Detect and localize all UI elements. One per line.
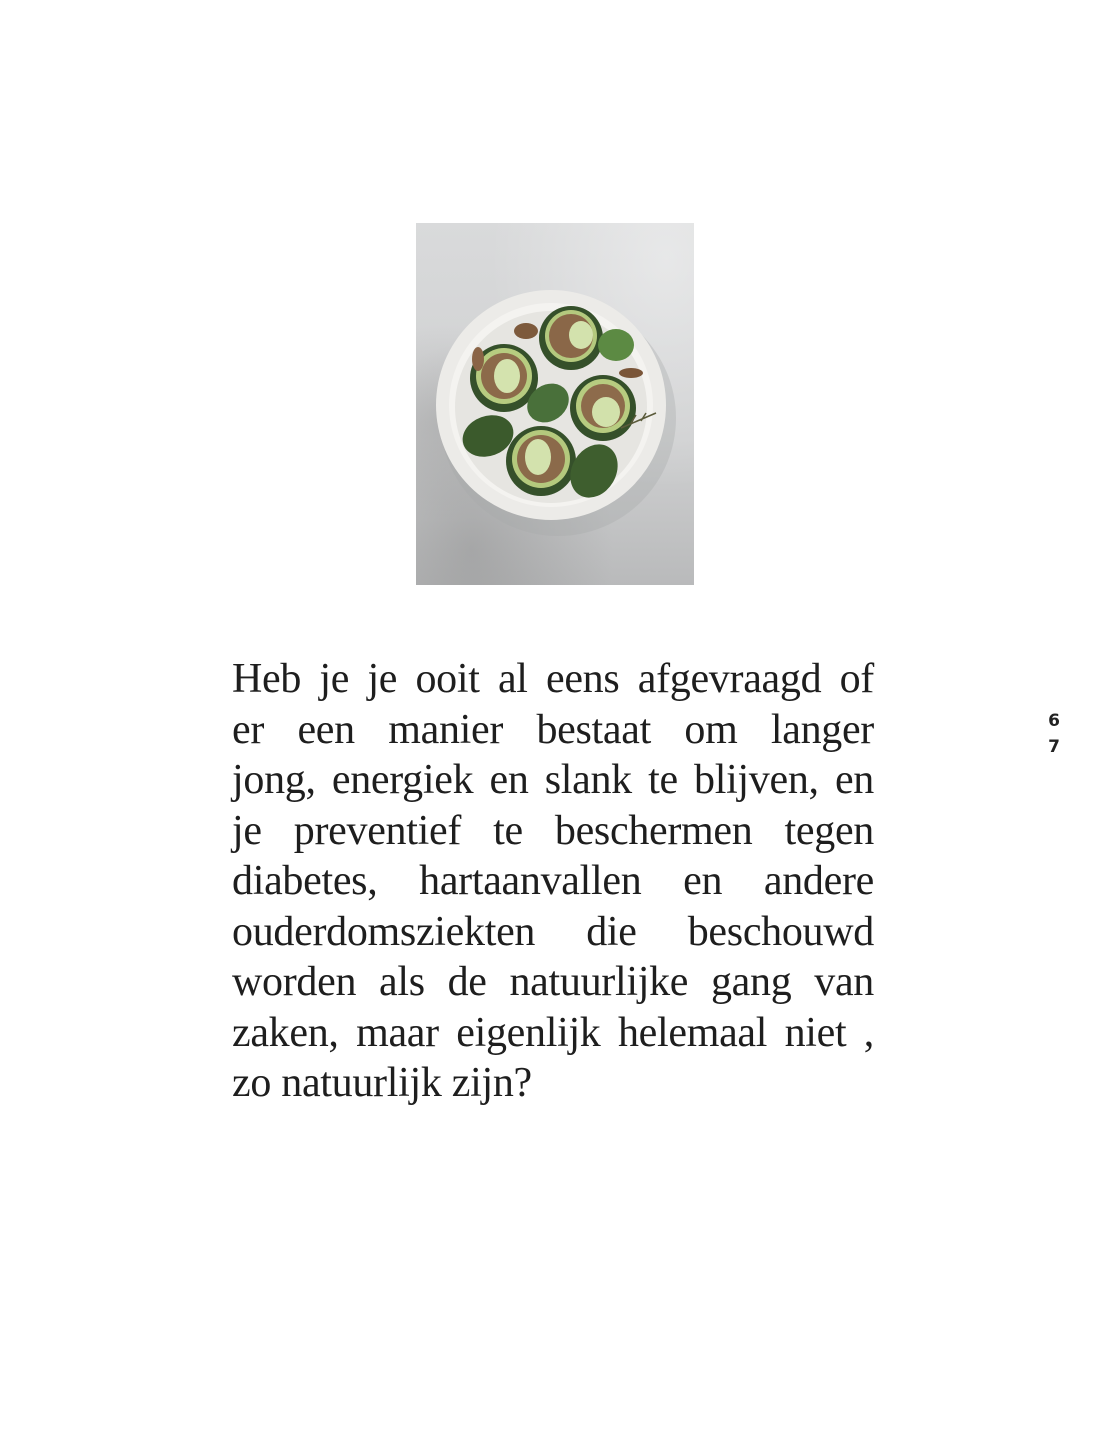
page-number-digit: 6 [1048, 711, 1060, 731]
paragraph-line: zaken, maar eigenlijk helemaal niet , [232, 1009, 874, 1056]
stuffed-zucchini-illustration [416, 223, 694, 585]
paragraph-line: worden als de natuurlijke gang van [232, 959, 874, 1005]
page-number [1044, 708, 1064, 760]
paragraph-line: Heb je je ooit al eens afgevraagd of [232, 656, 874, 702]
food-photo [416, 223, 694, 585]
page-number-digit: 7 [1048, 737, 1060, 757]
paragraph-line: zo natuurlijk zijn? [232, 1060, 532, 1106]
paragraph-line: diabetes, hartaanvallen en andere [232, 858, 874, 904]
paragraph-line: jong, energiek en slank te blijven, en [232, 757, 874, 803]
paragraph-line: je preventief te beschermen tegen [232, 807, 874, 854]
paragraph-line: er een manier bestaat om langer [232, 706, 874, 753]
intro-paragraph [232, 654, 874, 1109]
paragraph-line: ouderdomsziekten die beschouwd [232, 908, 874, 955]
